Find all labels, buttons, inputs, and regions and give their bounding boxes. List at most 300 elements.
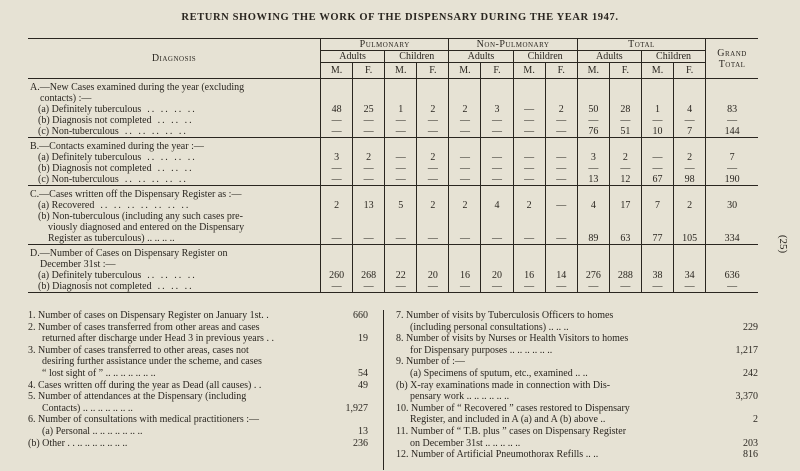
empty-cell xyxy=(674,245,706,271)
value-cell: 12 xyxy=(609,174,641,186)
value-cell: 77 xyxy=(641,211,673,245)
value-cell: — xyxy=(513,104,545,115)
value-cell: — xyxy=(674,163,706,174)
empty-cell xyxy=(353,138,385,153)
note-value: 242 xyxy=(743,367,758,379)
value-cell: 48 xyxy=(321,104,353,115)
note-item xyxy=(396,356,758,379)
empty-cell xyxy=(641,186,673,201)
table-row xyxy=(28,211,758,245)
value-cell: — xyxy=(481,126,513,138)
header-total-children: Children xyxy=(641,51,705,63)
header-grand-total xyxy=(706,39,758,79)
table-row xyxy=(28,163,758,174)
note-line: 8. Number of visits by Nurses or Health Visitors to homes xyxy=(396,333,629,345)
value-cell: 20 xyxy=(417,270,449,281)
note-value: 660 xyxy=(353,310,368,321)
value-cell: — xyxy=(609,115,641,126)
note-item xyxy=(28,310,368,322)
row-label xyxy=(28,115,321,126)
empty-cell xyxy=(609,245,641,271)
value-cell: — xyxy=(577,281,609,293)
note-item xyxy=(396,449,758,461)
section-heading-line: contacts) :— xyxy=(40,93,92,104)
note-text xyxy=(28,322,328,345)
value-cell: 22 xyxy=(385,270,417,281)
empty-cell xyxy=(481,245,513,271)
empty-cell xyxy=(321,186,353,201)
value-cell: 3 xyxy=(577,152,609,163)
value-cell: — xyxy=(481,211,513,245)
grand-total-cell: 7 xyxy=(706,152,758,163)
section-heading xyxy=(28,186,321,201)
empty-cell xyxy=(609,79,641,105)
value-cell: 1 xyxy=(385,104,417,115)
value-cell: 50 xyxy=(577,104,609,115)
header-total-adults: Adults xyxy=(577,51,641,63)
leader-dots: .. .. .. .. .. .. .. xyxy=(100,200,191,211)
notes-divider xyxy=(383,310,384,470)
table-row xyxy=(28,281,758,293)
empty-cell xyxy=(417,138,449,153)
value-cell: 3 xyxy=(481,104,513,115)
table-row xyxy=(28,200,758,211)
header-m: M. xyxy=(385,63,417,79)
section-heading-line: D.—Number of Cases on Dispensary Register on xyxy=(30,248,228,259)
note-line: Contacts) .. .. .. .. .. .. .. xyxy=(42,402,133,414)
empty-cell xyxy=(706,138,758,153)
row-label xyxy=(28,281,321,293)
note-line: 5. Number of attendances at the Dispensary (including xyxy=(28,391,247,403)
note-value: 816 xyxy=(743,449,758,461)
value-cell: 2 xyxy=(321,200,353,211)
empty-cell xyxy=(481,79,513,105)
header-m: M. xyxy=(641,63,673,79)
value-cell: 7 xyxy=(641,200,673,211)
row-label-text: (b) Diagnosis not completed xyxy=(38,115,152,126)
value-cell: — xyxy=(321,126,353,138)
note-line: 6. Number of consultations with medical practitioners :— xyxy=(28,414,260,426)
section-heading-line: B.—Contacts examined during the year :— xyxy=(30,141,204,152)
value-cell: — xyxy=(545,281,577,293)
note-item xyxy=(396,380,758,403)
empty-cell xyxy=(449,186,481,201)
note-text xyxy=(396,403,718,426)
row-label xyxy=(28,152,321,163)
empty-cell xyxy=(706,79,758,105)
value-cell: — xyxy=(417,174,449,186)
value-cell: — xyxy=(321,174,353,186)
value-cell: 2 xyxy=(609,152,641,163)
note-text xyxy=(396,310,718,333)
value-cell: 17 xyxy=(609,200,641,211)
row-label xyxy=(28,211,321,245)
value-cell: — xyxy=(609,163,641,174)
note-line: 7. Number of visits by Tuberculosis Officers to homes xyxy=(396,310,614,321)
table-row xyxy=(28,270,758,281)
empty-cell xyxy=(385,79,417,105)
empty-cell xyxy=(321,79,353,105)
grand-total-cell: 636 xyxy=(706,270,758,281)
row-label-text: (a) Definitely tuberculous xyxy=(38,152,142,163)
header-f: F. xyxy=(545,63,577,79)
leader-dots: .. .. .. xyxy=(157,115,194,126)
value-cell: — xyxy=(481,115,513,126)
table-row xyxy=(28,174,758,186)
empty-cell xyxy=(449,138,481,153)
header-m: M. xyxy=(577,63,609,79)
value-cell: 1 xyxy=(641,104,673,115)
row-label-text: (a) Definitely tuberculous xyxy=(38,104,142,115)
value-cell: — xyxy=(513,115,545,126)
empty-cell xyxy=(641,79,673,105)
empty-cell xyxy=(449,79,481,105)
note-item xyxy=(28,438,368,450)
value-cell: — xyxy=(481,152,513,163)
dispensary-return-table xyxy=(28,38,758,293)
note-value: 49 xyxy=(358,379,368,391)
table-row xyxy=(28,126,758,138)
value-cell: 16 xyxy=(513,270,545,281)
row-label xyxy=(28,126,321,138)
empty-cell xyxy=(513,138,545,153)
note-text xyxy=(396,449,718,461)
header-f: F. xyxy=(353,63,385,79)
row-label-text: (b) Non-tuberculous (including any such cases pre- xyxy=(38,211,243,222)
empty-cell xyxy=(577,186,609,201)
value-cell: — xyxy=(577,115,609,126)
header-pulmonary: Pulmonary xyxy=(321,39,449,51)
note-item xyxy=(28,345,368,380)
header-m: M. xyxy=(513,63,545,79)
section-heading xyxy=(28,79,321,105)
note-line: 11. Number of “ T.B. plus ” cases on Dispensary Register xyxy=(396,425,627,437)
value-cell: 38 xyxy=(641,270,673,281)
value-cell: — xyxy=(353,115,385,126)
empty-cell xyxy=(545,79,577,105)
notes-left-column xyxy=(28,310,368,449)
value-cell: 13 xyxy=(577,174,609,186)
value-cell: — xyxy=(321,115,353,126)
value-cell: 20 xyxy=(481,270,513,281)
note-line: (including personal consultations) .. .. .. xyxy=(410,321,569,333)
value-cell: — xyxy=(385,115,417,126)
value-cell: — xyxy=(641,115,673,126)
empty-cell xyxy=(417,79,449,105)
empty-cell xyxy=(513,245,545,271)
value-cell: 2 xyxy=(674,152,706,163)
row-label-text: (a) Definitely tuberculous xyxy=(38,270,142,281)
value-cell: — xyxy=(353,281,385,293)
value-cell: — xyxy=(513,281,545,293)
row-label-text: (c) Non-tuberculous xyxy=(38,126,119,137)
value-cell: — xyxy=(385,281,417,293)
value-cell: — xyxy=(674,115,706,126)
grand-total-cell: 83 xyxy=(706,104,758,115)
value-cell: — xyxy=(609,281,641,293)
value-cell: — xyxy=(449,281,481,293)
leader-dots: .. .. .. .. .. xyxy=(124,126,188,137)
leader-dots: .. .. .. xyxy=(157,281,194,292)
note-item xyxy=(28,380,368,392)
value-cell: — xyxy=(641,152,673,163)
note-value: 13 xyxy=(358,425,368,437)
grand-total-cell: 30 xyxy=(706,200,758,211)
value-cell: — xyxy=(513,163,545,174)
note-line: pensary work .. .. .. .. .. .. xyxy=(410,391,510,403)
note-value: 3,370 xyxy=(735,391,758,403)
header-pulm-children: Children xyxy=(385,51,449,63)
note-line: 1. Number of cases on Dispensary Register on January 1st. . xyxy=(28,310,269,321)
section-heading xyxy=(28,138,321,153)
note-item xyxy=(28,391,368,414)
note-text xyxy=(28,391,328,414)
section-heading-line: A.—New Cases examined during the year (excluding xyxy=(30,82,245,93)
note-line: for Dispensary purposes .. .. .. .. .. .. xyxy=(410,344,553,356)
note-text xyxy=(28,438,328,450)
grand-total-cell: — xyxy=(706,163,758,174)
value-cell: 98 xyxy=(674,174,706,186)
row-label-continuation: viously diagnosed and entered on the Dispensary xyxy=(48,222,245,233)
empty-cell xyxy=(674,79,706,105)
value-cell: 89 xyxy=(577,211,609,245)
value-cell: — xyxy=(577,163,609,174)
header-diagnosis: Diagnosis xyxy=(28,39,321,79)
leader-dots: .. .. .. .. xyxy=(147,104,197,115)
value-cell: 67 xyxy=(641,174,673,186)
value-cell: 276 xyxy=(577,270,609,281)
empty-cell xyxy=(609,186,641,201)
grand-total-line2: Total xyxy=(718,58,746,70)
note-line: desiring further assistance under the scheme, and cases xyxy=(42,356,262,368)
empty-cell xyxy=(641,138,673,153)
note-line: returned after discharge under Head 3 in previous years . . xyxy=(42,333,274,345)
value-cell: — xyxy=(353,163,385,174)
note-line: on December 31st .. .. .. .. .. xyxy=(410,437,521,449)
value-cell: — xyxy=(449,211,481,245)
value-cell: — xyxy=(321,281,353,293)
value-cell: — xyxy=(353,211,385,245)
note-item xyxy=(28,414,368,437)
value-cell: — xyxy=(385,174,417,186)
value-cell: 16 xyxy=(449,270,481,281)
value-cell: 2 xyxy=(417,152,449,163)
value-cell: 13 xyxy=(353,200,385,211)
value-cell: — xyxy=(545,174,577,186)
note-value: 236 xyxy=(353,437,368,449)
value-cell: — xyxy=(545,126,577,138)
empty-cell xyxy=(481,138,513,153)
value-cell: — xyxy=(481,281,513,293)
row-label xyxy=(28,174,321,186)
note-value: 1,217 xyxy=(735,344,758,356)
empty-cell xyxy=(641,245,673,271)
header-m: M. xyxy=(449,63,481,79)
note-item xyxy=(396,403,758,426)
note-line: 4. Cases written off during the year as Dead (all causes) . . xyxy=(28,379,262,391)
value-cell: 28 xyxy=(609,104,641,115)
empty-cell xyxy=(545,245,577,271)
header-f: F. xyxy=(674,63,706,79)
value-cell: 268 xyxy=(353,270,385,281)
empty-cell xyxy=(385,138,417,153)
empty-cell xyxy=(385,245,417,271)
value-cell: 34 xyxy=(674,270,706,281)
value-cell: 2 xyxy=(674,200,706,211)
empty-cell xyxy=(706,186,758,201)
value-cell: — xyxy=(545,115,577,126)
empty-cell xyxy=(577,79,609,105)
value-cell: — xyxy=(353,126,385,138)
note-line: (a) Specimens of sputum, etc., examined .. .. xyxy=(410,367,588,379)
table-row xyxy=(28,152,758,163)
value-cell: — xyxy=(417,211,449,245)
note-line: Register, and included in A (a) and A (b) above .. xyxy=(410,414,606,426)
row-label-text: (a) Recovered xyxy=(38,200,95,211)
row-label-text: (b) Diagnosis not completed xyxy=(38,163,152,174)
note-text xyxy=(396,426,718,449)
empty-cell xyxy=(577,245,609,271)
value-cell: — xyxy=(417,115,449,126)
empty-cell xyxy=(449,245,481,271)
value-cell: 2 xyxy=(417,200,449,211)
value-cell: — xyxy=(353,174,385,186)
note-line: (b) X-ray examinations made in connection with Dis- xyxy=(396,379,611,391)
note-text xyxy=(396,333,718,356)
empty-cell xyxy=(481,186,513,201)
value-cell: — xyxy=(513,126,545,138)
note-value: 54 xyxy=(358,367,368,379)
empty-cell xyxy=(513,79,545,105)
empty-cell xyxy=(417,186,449,201)
value-cell: — xyxy=(321,211,353,245)
value-cell: 260 xyxy=(321,270,353,281)
empty-cell xyxy=(545,138,577,153)
empty-cell xyxy=(609,138,641,153)
header-f: F. xyxy=(417,63,449,79)
row-label xyxy=(28,270,321,281)
note-item xyxy=(396,310,758,333)
empty-cell xyxy=(577,138,609,153)
empty-cell xyxy=(417,245,449,271)
value-cell: — xyxy=(449,126,481,138)
value-cell: — xyxy=(321,163,353,174)
grand-total-cell: — xyxy=(706,281,758,293)
header-nonpulm-children: Children xyxy=(513,51,577,63)
note-text xyxy=(396,356,718,379)
row-label-text: (c) Non-tuberculous xyxy=(38,174,119,185)
value-cell: — xyxy=(513,174,545,186)
value-cell: — xyxy=(385,163,417,174)
empty-cell xyxy=(353,186,385,201)
value-cell: — xyxy=(449,152,481,163)
note-value: 229 xyxy=(743,321,758,333)
value-cell: 4 xyxy=(577,200,609,211)
note-value: 19 xyxy=(358,333,368,345)
value-cell: 51 xyxy=(609,126,641,138)
value-cell: — xyxy=(545,152,577,163)
section-heading xyxy=(28,245,321,271)
value-cell: — xyxy=(417,281,449,293)
row-label xyxy=(28,200,321,211)
page-number: (25) xyxy=(776,234,789,254)
value-cell: 4 xyxy=(481,200,513,211)
empty-cell xyxy=(321,138,353,153)
value-cell: — xyxy=(449,115,481,126)
note-text xyxy=(28,380,328,392)
value-cell: — xyxy=(417,163,449,174)
value-cell: — xyxy=(481,163,513,174)
value-cell: — xyxy=(513,152,545,163)
empty-cell xyxy=(513,186,545,201)
empty-cell xyxy=(545,186,577,201)
row-label-text: (b) Diagnosis not completed xyxy=(38,281,152,292)
value-cell: 2 xyxy=(449,104,481,115)
header-non-pulmonary: Non-Pulmonary xyxy=(449,39,577,51)
value-cell: 4 xyxy=(674,104,706,115)
table-row xyxy=(28,104,758,115)
grand-total-cell: 144 xyxy=(706,126,758,138)
value-cell: 25 xyxy=(353,104,385,115)
note-line: 3. Number of cases transferred to other areas, cases not xyxy=(28,344,249,356)
value-cell: — xyxy=(513,211,545,245)
value-cell: — xyxy=(674,281,706,293)
value-cell: 2 xyxy=(513,200,545,211)
value-cell: — xyxy=(449,163,481,174)
empty-cell xyxy=(674,138,706,153)
note-value: 2 xyxy=(753,414,758,426)
note-line: 9. Number of :— xyxy=(396,356,465,368)
value-cell: 2 xyxy=(417,104,449,115)
value-cell: — xyxy=(641,163,673,174)
value-cell: 2 xyxy=(449,200,481,211)
header-f: F. xyxy=(481,63,513,79)
value-cell: — xyxy=(545,211,577,245)
note-text xyxy=(396,380,718,403)
value-cell: 14 xyxy=(545,270,577,281)
value-cell: — xyxy=(545,163,577,174)
empty-cell xyxy=(674,186,706,201)
value-cell: 63 xyxy=(609,211,641,245)
header-total: Total xyxy=(577,39,705,51)
empty-cell xyxy=(321,245,353,271)
header-m: M. xyxy=(321,63,353,79)
note-line: “ lost sight of ” .. .. .. .. .. .. .. xyxy=(42,367,156,379)
note-line: (b) Other . . .. .. .. .. .. .. .. xyxy=(28,437,128,449)
note-text xyxy=(28,345,328,380)
note-line: (a) Personal .. .. .. .. .. .. .. xyxy=(42,425,143,437)
row-label xyxy=(28,163,321,174)
section-heading-line: December 31st :— xyxy=(40,259,116,270)
value-cell: 5 xyxy=(385,200,417,211)
value-cell: 105 xyxy=(674,211,706,245)
section-heading-line: C.—Cases written off the Dispensary Register as :— xyxy=(30,189,242,200)
note-text xyxy=(28,310,328,322)
note-text xyxy=(28,414,328,437)
grand-total-cell: — xyxy=(706,115,758,126)
empty-cell xyxy=(385,186,417,201)
value-cell: — xyxy=(545,200,577,211)
value-cell: — xyxy=(417,126,449,138)
header-pulm-adults: Adults xyxy=(321,51,385,63)
note-item xyxy=(396,333,758,356)
value-cell: 7 xyxy=(674,126,706,138)
value-cell: — xyxy=(385,211,417,245)
note-item xyxy=(28,322,368,345)
table-row xyxy=(28,115,758,126)
note-item xyxy=(396,426,758,449)
note-line: 10. Number of “ Recovered ” cases restored to Dispensary xyxy=(396,402,630,414)
